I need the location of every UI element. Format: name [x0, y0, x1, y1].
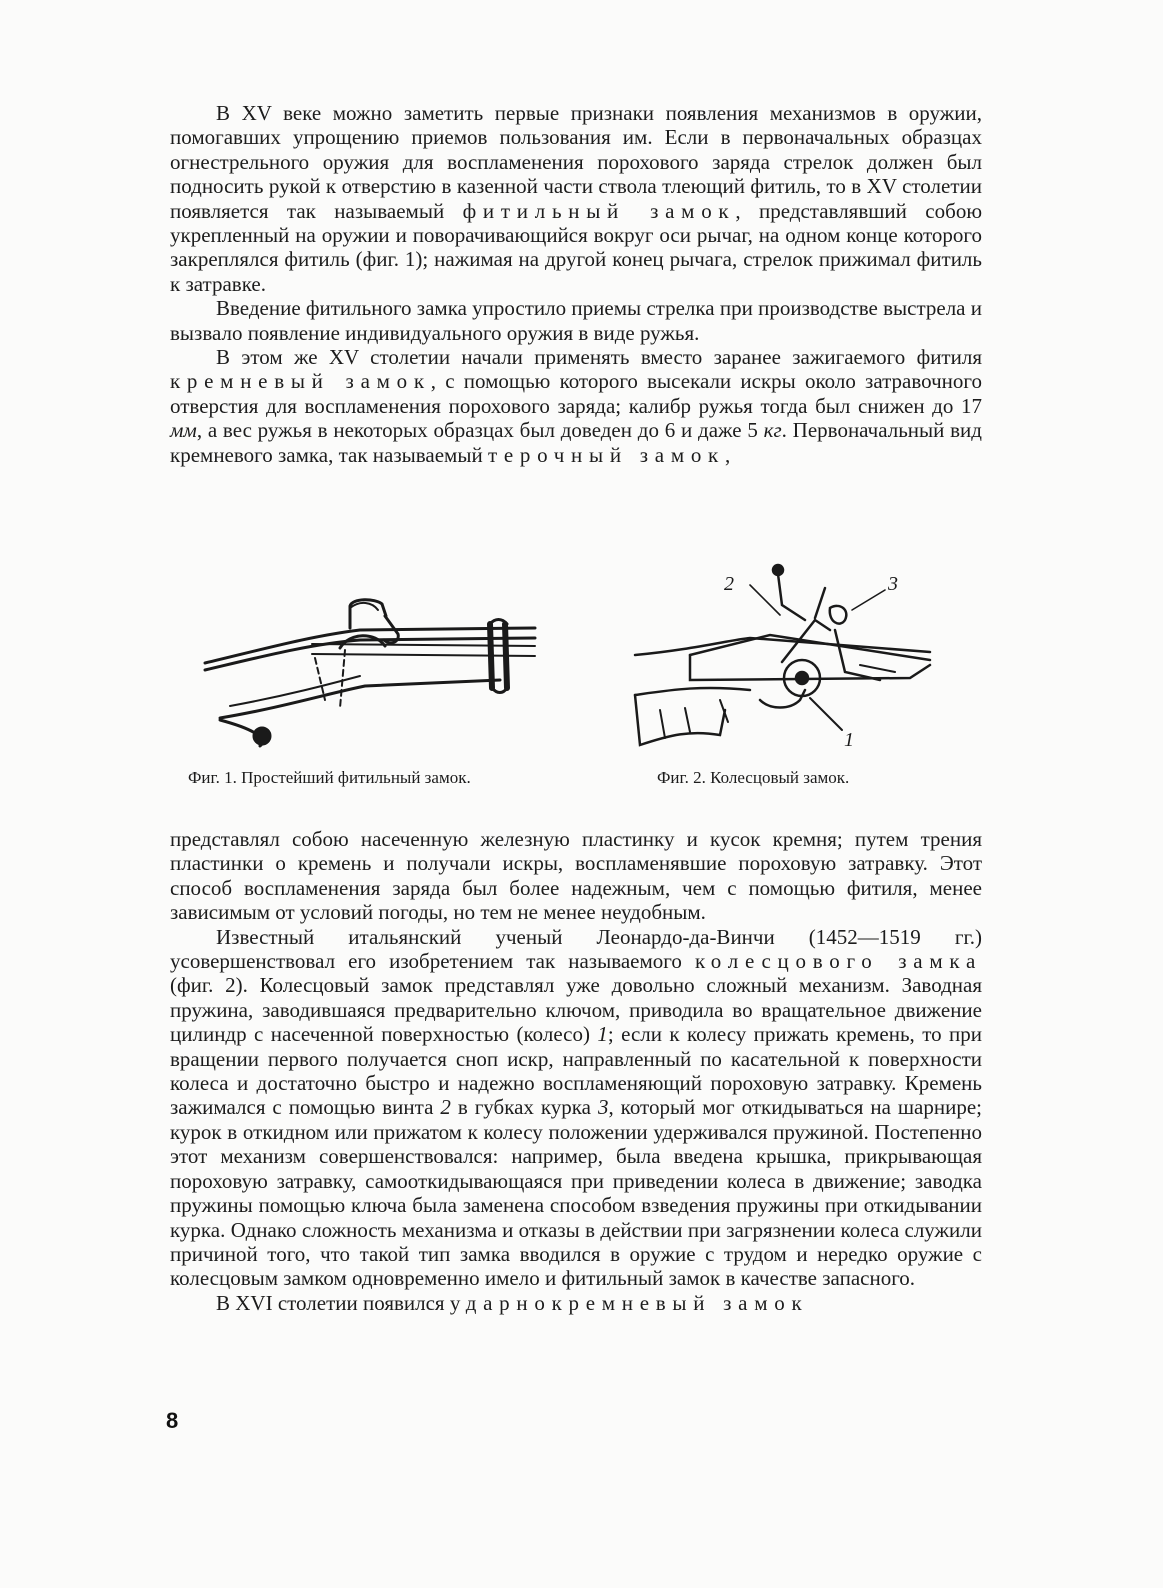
italic-run: кг	[763, 418, 782, 443]
text-run: В XVI столетии появился	[216, 1290, 450, 1315]
text-run: (фиг. 2). Колесцовый замок представлял уже довольно сложный механизм. Заводная пружина, заводившаяся предварительно ключом, приводила во вращательное движение цилиндр с насеченной поверхностью (колесо)	[170, 973, 982, 1047]
figure-2-label-3: 3	[888, 573, 898, 595]
italic-run: 1	[597, 1022, 608, 1047]
text-run: В этом же XV столетии начали применять вместо заранее зажигаемого фитиля	[216, 345, 982, 370]
page-number: 8	[166, 1408, 179, 1433]
paragraph	[170, 925, 982, 1291]
figure-1-caption: Фиг. 1. Простейший фитильный замок.	[188, 768, 471, 787]
text-run: В XV веке можно заметить первые признаки появления механизмов в оружии, помогавших упрощению приемов пользования им. Если в первоначальных образцах огнестрельного оружия для воспламенения порохового заряда стрелок должен был подносить рукой к отверстию в казенной части ствола тлеющий фитиль, то в XV столетии появляется так называемый	[170, 101, 982, 223]
spaced-term: фитильный замок	[462, 198, 736, 223]
text-run: , а вес ружья в некоторых образцах был доведен до 6 и даже 5	[196, 418, 764, 443]
paragraph	[170, 345, 982, 467]
italic-run: 3	[597, 1095, 609, 1120]
spaced-term: кремневый замок	[170, 369, 431, 394]
spaced-term: колесцового замка	[694, 949, 982, 974]
wheellock-drawing	[630, 560, 940, 750]
figure-2-label-1: 1	[844, 729, 854, 750]
text-run: в губках курка	[450, 1095, 598, 1120]
text-run: Известный итальянский ученый Леонардо-да-Винчи (1452—1519 гг.) усовершенствовал его изобретением так называемого	[170, 924, 982, 974]
figure-2-caption: Фиг. 2. Колесцовый замок.	[657, 768, 850, 787]
text-run: , с помощью которого высекали искры около затравочного отверстия для воспламенения порохового заряда; калибр ружья тогда был снижен до 17	[170, 369, 982, 418]
spaced-term: терочный замок	[487, 442, 725, 467]
bottom-text-column	[170, 827, 982, 1315]
text-run: ; если к колесу прижать кремень, то при вращении первого получается сноп искр, направленный по касательной к поверхности колеса и достаточно быстро и надежно воспламеняющий пороховую затравку. Кремень зажимался с помощью винта	[170, 1022, 982, 1120]
matchlock-drawing	[200, 588, 560, 748]
text-run: . Первоначальный вид кремневого замка, так называемый	[170, 418, 982, 467]
top-text-column	[170, 101, 982, 467]
paragraph	[170, 827, 982, 925]
text-run: представлял собою насеченную железную пластинку и кусок кремня; путем трения пластинки о кремень и получали искры, воспламенявшие пороховую затравку. Этот способ воспламенения заряда был более надежным, чем с помощью фитиля, менее зависимым от условий погоды, но тем не менее неудобным.	[170, 827, 982, 925]
figure-2-wheellock	[630, 560, 940, 750]
paragraph	[170, 1291, 982, 1315]
text-run: , представлявший собою укрепленный на оружии и поворачивающийся вокруг оси рычаг, на одном конце которого закреплялся фитиль (фиг. 1); нажимая на другой конец рычага, стрелок прижимал фитиль к затравке.	[170, 198, 983, 296]
italic-run: 2	[440, 1095, 451, 1120]
paragraph	[170, 101, 982, 296]
text-run: ,	[724, 442, 731, 467]
figure-1-matchlock	[200, 588, 560, 748]
paragraph	[170, 296, 982, 345]
figure-2-label-2: 2	[724, 573, 734, 595]
italic-run: мм	[170, 418, 197, 443]
text-run: , который мог откидываться на шарнире; курок в откидном или прижатом к колесу положении удерживался пружиной. Постепенно этот механизм совершенствовался: например, была введена крышка, прикрывающая пороховую затравку, самооткидывающаяся при приведении колеса в движение; заводка пружины помощью ключа была заменена способом взведения пружины при откидывании курка. Однако сложность механизма и отказы в действии при загрязнении колеса служили причиной того, что такой тип замка вводился в оружие с трудом и нередко оружие с колесцовым замком одновременно имело и фитильный замок в качестве запасного.	[170, 1095, 982, 1291]
spaced-term: ударнокремневый замок	[449, 1290, 809, 1315]
text-run: Введение фитильного замка упростило приемы стрелка при производстве выстрела и вызвало появление индивидуального оружия в виде ружья.	[170, 296, 982, 345]
